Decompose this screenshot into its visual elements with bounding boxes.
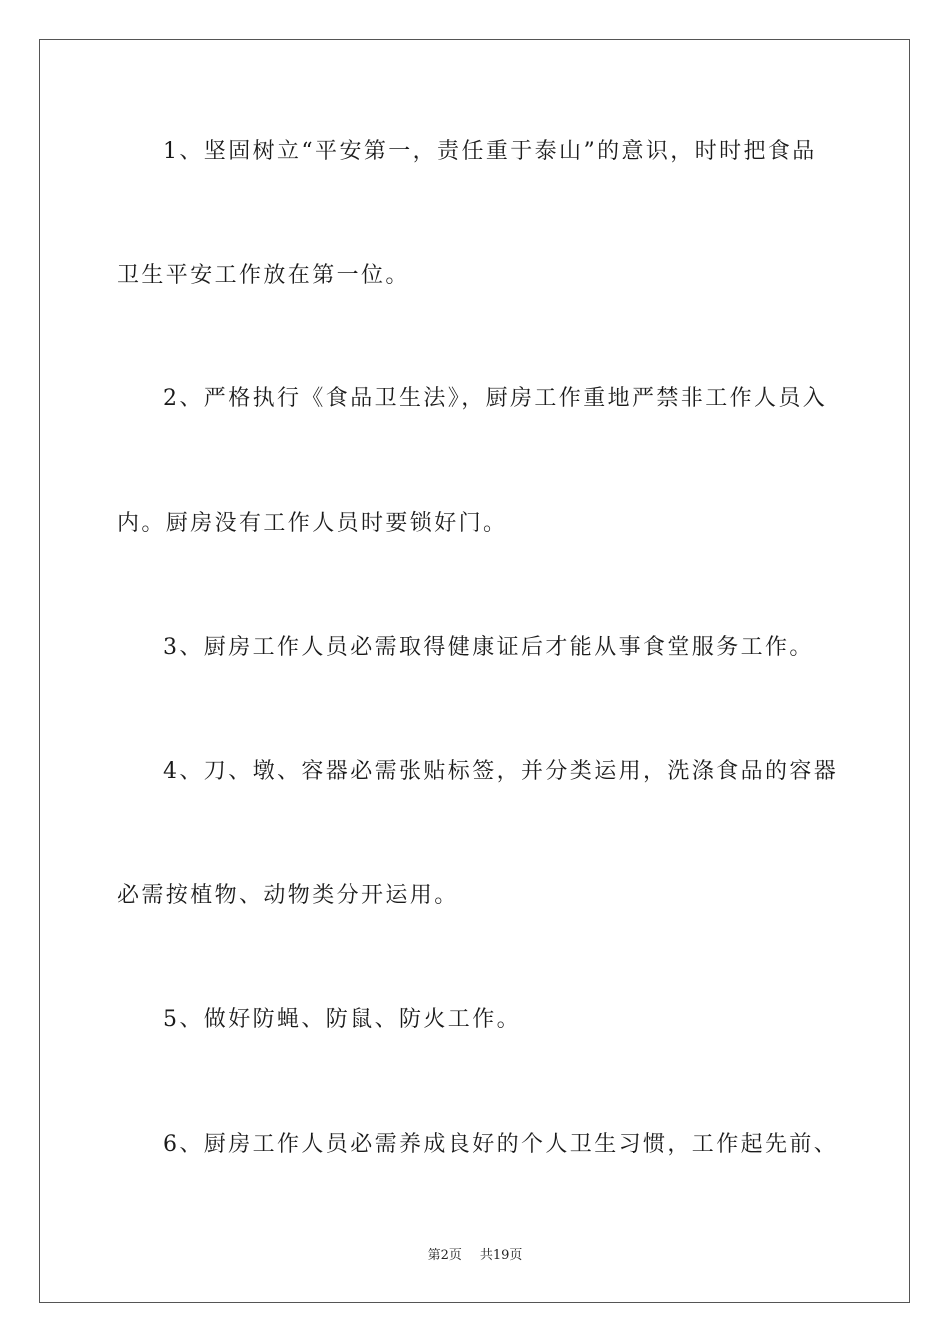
paragraph-3-line-1: 3、厨房工作人员必需取得健康证后才能从事食堂服务工作。 — [163, 635, 814, 660]
paragraph-4-line-1: 4、刀、墩、容器必需张贴标签，并分类运用，洗涤食品的容器 — [163, 759, 839, 784]
paragraph-2-line-2: 内。厨房没有工作人员时要锁好门。 — [117, 511, 508, 536]
paragraph-5-line-1: 5、做好防蝇、防鼠、防火工作。 — [163, 1007, 521, 1032]
page-frame — [39, 39, 910, 1303]
paragraph-1-line-1: 1、坚固树立“平安第一，责任重于泰山”的意识，时时把食品 — [163, 139, 817, 164]
paragraph-4-line-2: 必需按植物、动物类分开运用。 — [117, 883, 459, 908]
paragraph-1-line-2: 卫生平安工作放在第一位。 — [117, 263, 410, 288]
page-number-total: 共19页 — [479, 1248, 523, 1263]
page-footer — [0, 1247, 950, 1265]
page-number-current: 第2页 — [427, 1248, 462, 1263]
paragraph-2-line-1: 2、严格执行《食品卫生法》，厨房工作重地严禁非工作人员入 — [163, 386, 828, 411]
paragraph-6-line-1: 6、厨房工作人员必需养成良好的个人卫生习惯，工作起先前、 — [163, 1132, 839, 1157]
